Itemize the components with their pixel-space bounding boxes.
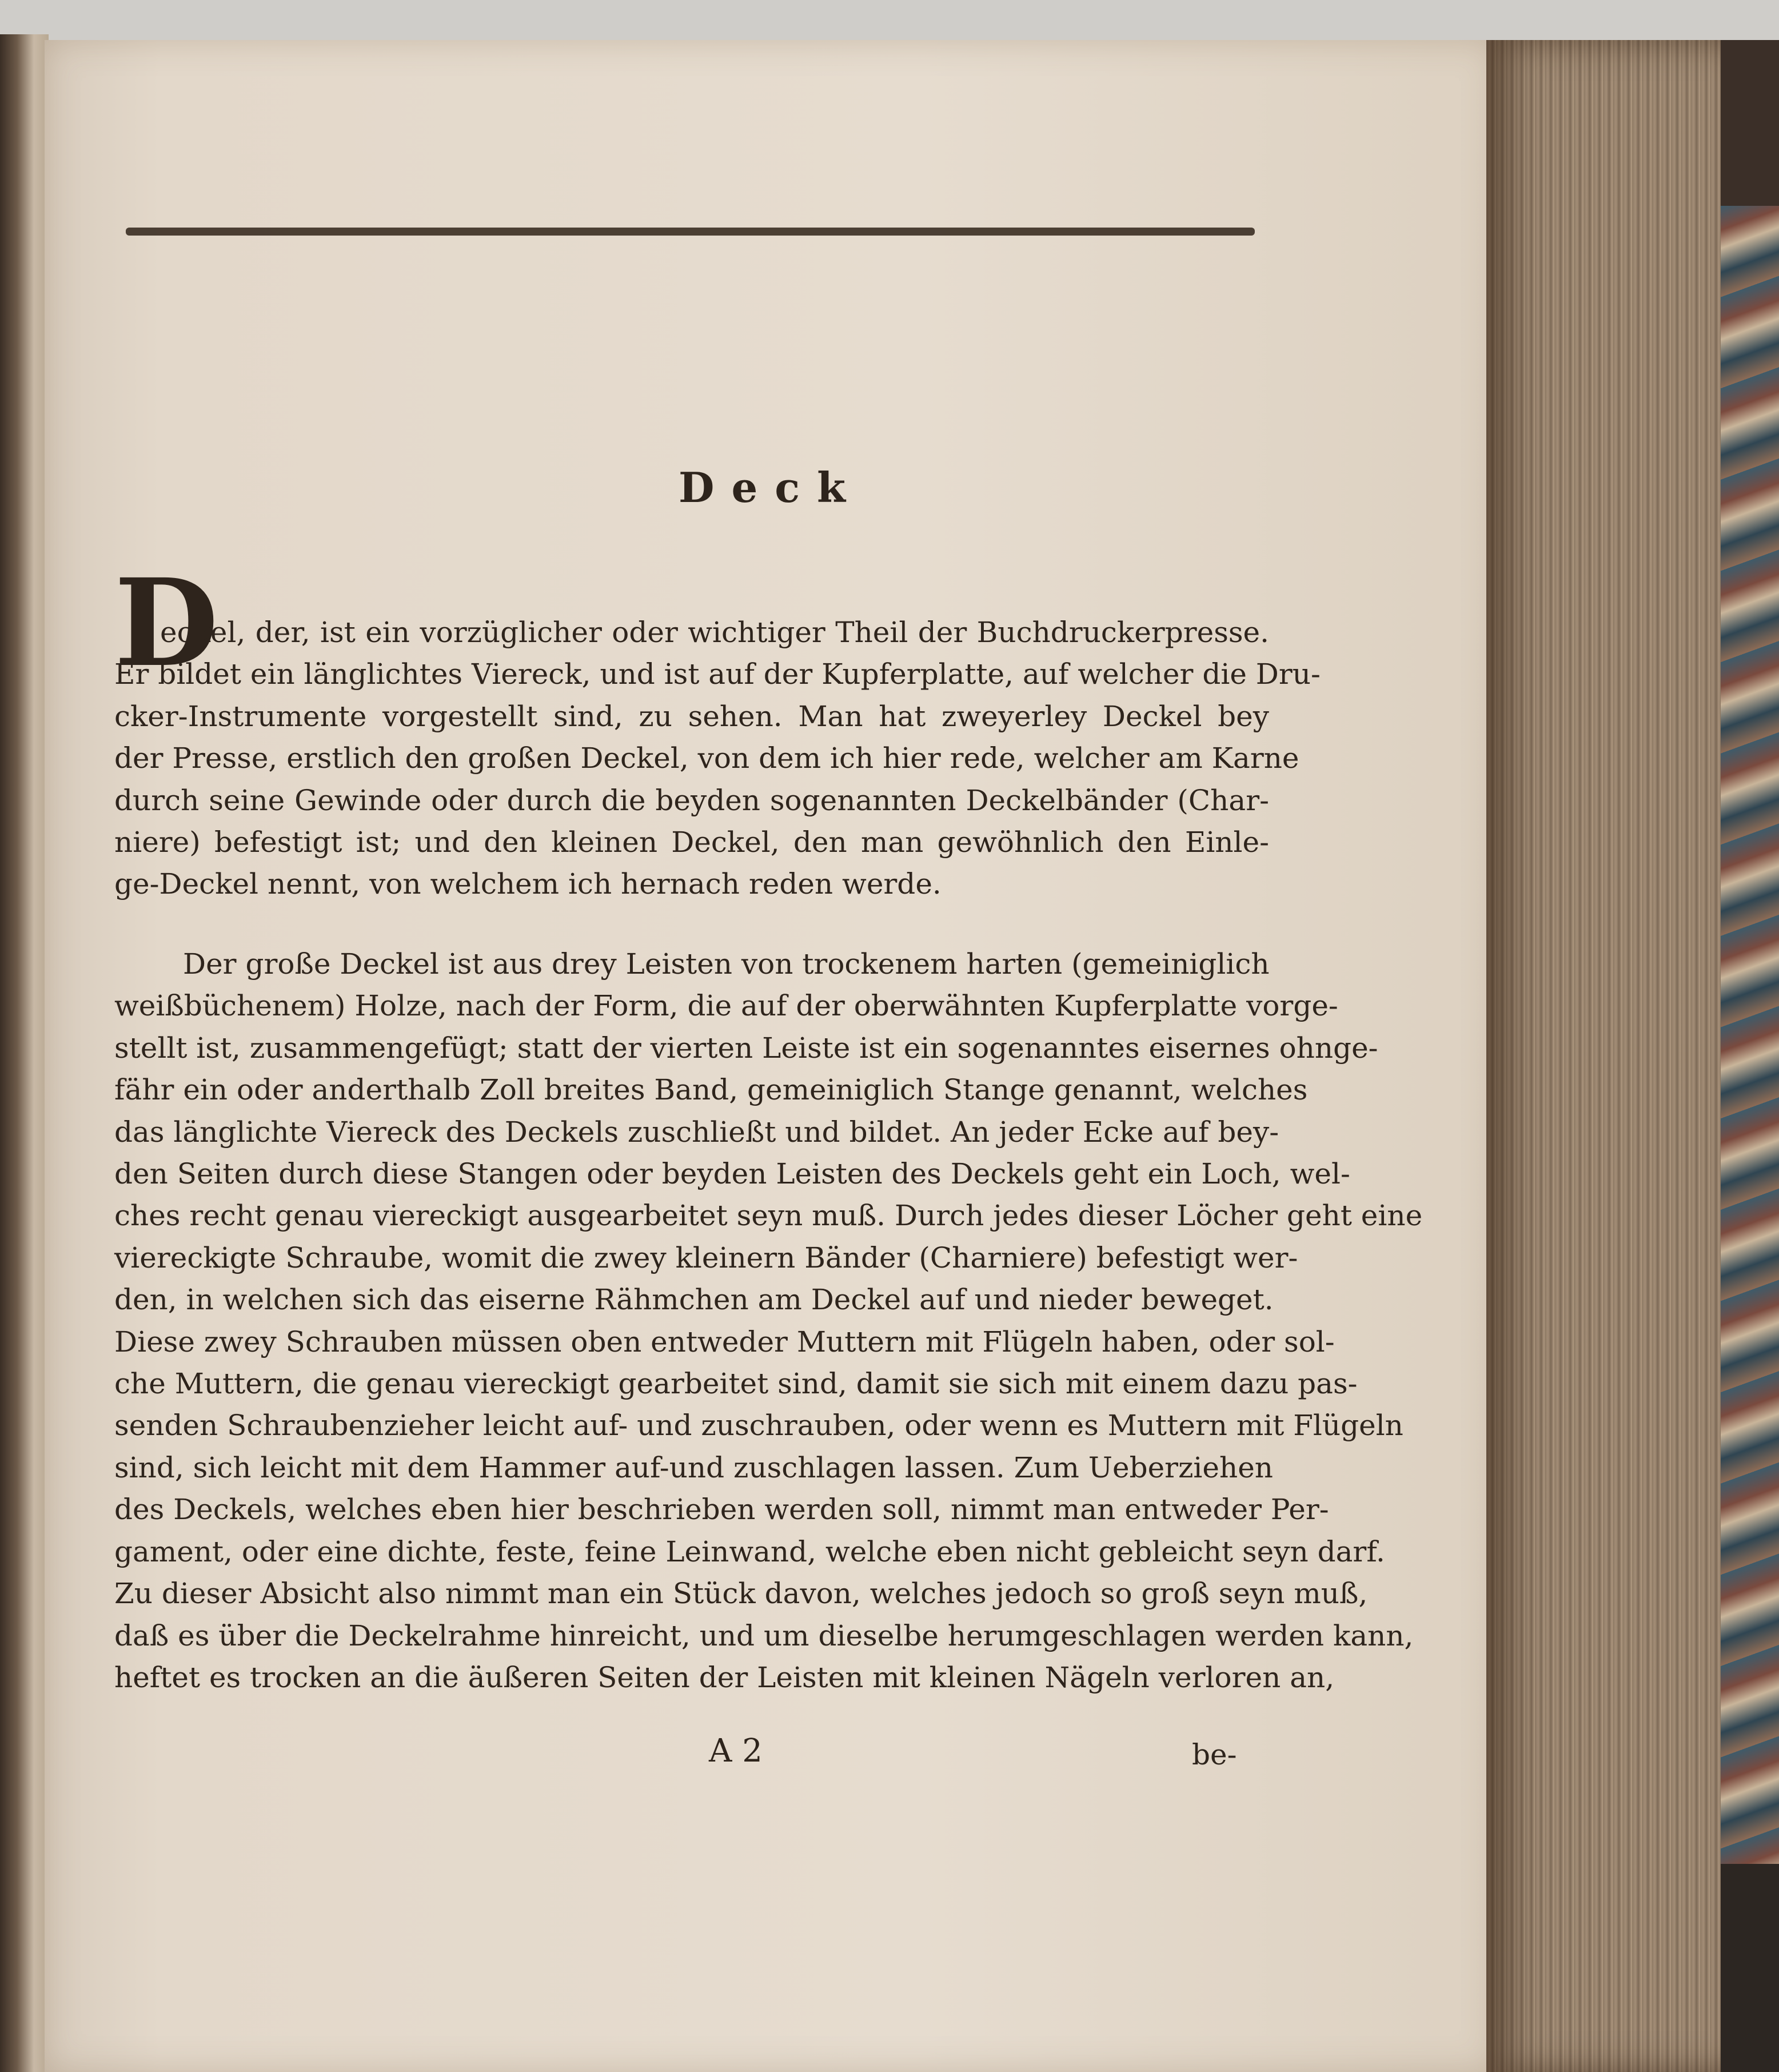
page-heading: Deck — [679, 463, 863, 512]
text-line: eckel, der, ist ein vorzüglicher oder wichtiger Theil der Buchdruckerpresse. — [160, 616, 1269, 649]
book-cover-bottom — [1721, 1864, 1779, 2072]
text-line: das länglichte Viereck des Deckels zuschließt und bildet. An jeder Ecke auf bey- — [114, 1115, 1279, 1149]
text-line: durch seine Gewinde oder durch die beyden sogenannten Deckelbänder (Char- — [114, 783, 1269, 817]
text-line: ge-Deckel nennt, von welchem ich hernach reden werde. — [114, 867, 942, 901]
page-block-fore-edge — [1486, 40, 1726, 2072]
text-line: der Presse, erstlich den großen Deckel, von dem ich hier rede, welcher am Karne — [114, 742, 1299, 775]
header-rule — [126, 228, 1255, 236]
text-line: cker-Instrumente vorgestellt sind, zu sehen. Man hat zweyerley Deckel bey — [114, 699, 1269, 733]
drop-cap: D — [114, 552, 219, 694]
left-page-gutter — [0, 34, 49, 2072]
catchword: be- — [1192, 1738, 1237, 1771]
text-line: stellt ist, zusammengefügt; statt der vierten Leiste ist ein sogenanntes eisernes ohnge- — [114, 1031, 1378, 1065]
text-line: che Muttern, die genau viereckigt gearbeitet sind, damit sie sich mit einem dazu pas- — [114, 1367, 1358, 1401]
scan-top-margin — [0, 0, 1779, 40]
text-line: fähr ein oder anderthalb Zoll breites Band, gemeiniglich Stange genannt, welches — [114, 1073, 1308, 1107]
text-line: des Deckels, welches eben hier beschrieben werden soll, nimmt man entweder Per- — [114, 1493, 1329, 1527]
text-line: sind, sich leicht mit dem Hammer auf-und zuschlagen lassen. Zum Ueberziehen — [114, 1451, 1274, 1484]
book-cover-top — [1721, 40, 1779, 206]
text-line: daß es über die Deckelrahme hinreicht, und um dieselbe herumgeschlagen werden kann, — [114, 1619, 1414, 1652]
text-line: Er bildet ein länglichtes Viereck, und ist auf der Kupferplatte, auf welcher die Dru- — [114, 658, 1321, 691]
paragraph-1 — [114, 612, 1321, 906]
text-line: ches recht genau viereckigt ausgearbeitet seyn muß. Durch jedes dieser Löcher geht eine — [114, 1199, 1423, 1233]
text-line: Diese zwey Schrauben müssen oben entweder Muttern mit Flügeln haben, oder sol- — [114, 1325, 1335, 1358]
text-line: den, in welchen sich das eiserne Rähmchen am Deckel auf und nieder beweget. — [114, 1283, 1274, 1317]
paragraph-2 — [114, 943, 1423, 1699]
text-line: den Seiten durch diese Stangen oder beyden Leisten des Deckels geht ein Loch, wel- — [114, 1157, 1350, 1191]
marbled-cover-edge — [1721, 206, 1779, 1864]
text-line: gament, oder eine dichte, feste, feine Leinwand, welche eben nicht gebleicht seyn darf. — [114, 1535, 1385, 1568]
text-line: Zu dieser Absicht also nimmt man ein Stück davon, welches jedoch so groß seyn muß, — [114, 1577, 1368, 1611]
text-line: heftet es trocken an die äußeren Seiten der Leisten mit kleinen Nägeln verloren an, — [114, 1660, 1335, 1694]
text-line: senden Schraubenzieher leicht auf- und zuschrauben, oder wenn es Muttern mit Flügeln — [114, 1409, 1403, 1443]
printer-signature: A 2 — [709, 1732, 763, 1770]
text-line: weißbüchenem) Holze, nach der Form, die auf der oberwähnten Kupferplatte vorge- — [114, 989, 1338, 1023]
text-line: viereckigte Schraube, womit die zwey kleinern Bänder (Charniere) befestigt wer- — [114, 1241, 1298, 1274]
text-line: Der große Deckel ist aus drey Leisten von trockenem harten (gemeiniglich — [183, 947, 1270, 981]
text-line: niere) befestigt ist; und den kleinen Deckel, den man gewöhnlich den Einle- — [114, 826, 1269, 859]
